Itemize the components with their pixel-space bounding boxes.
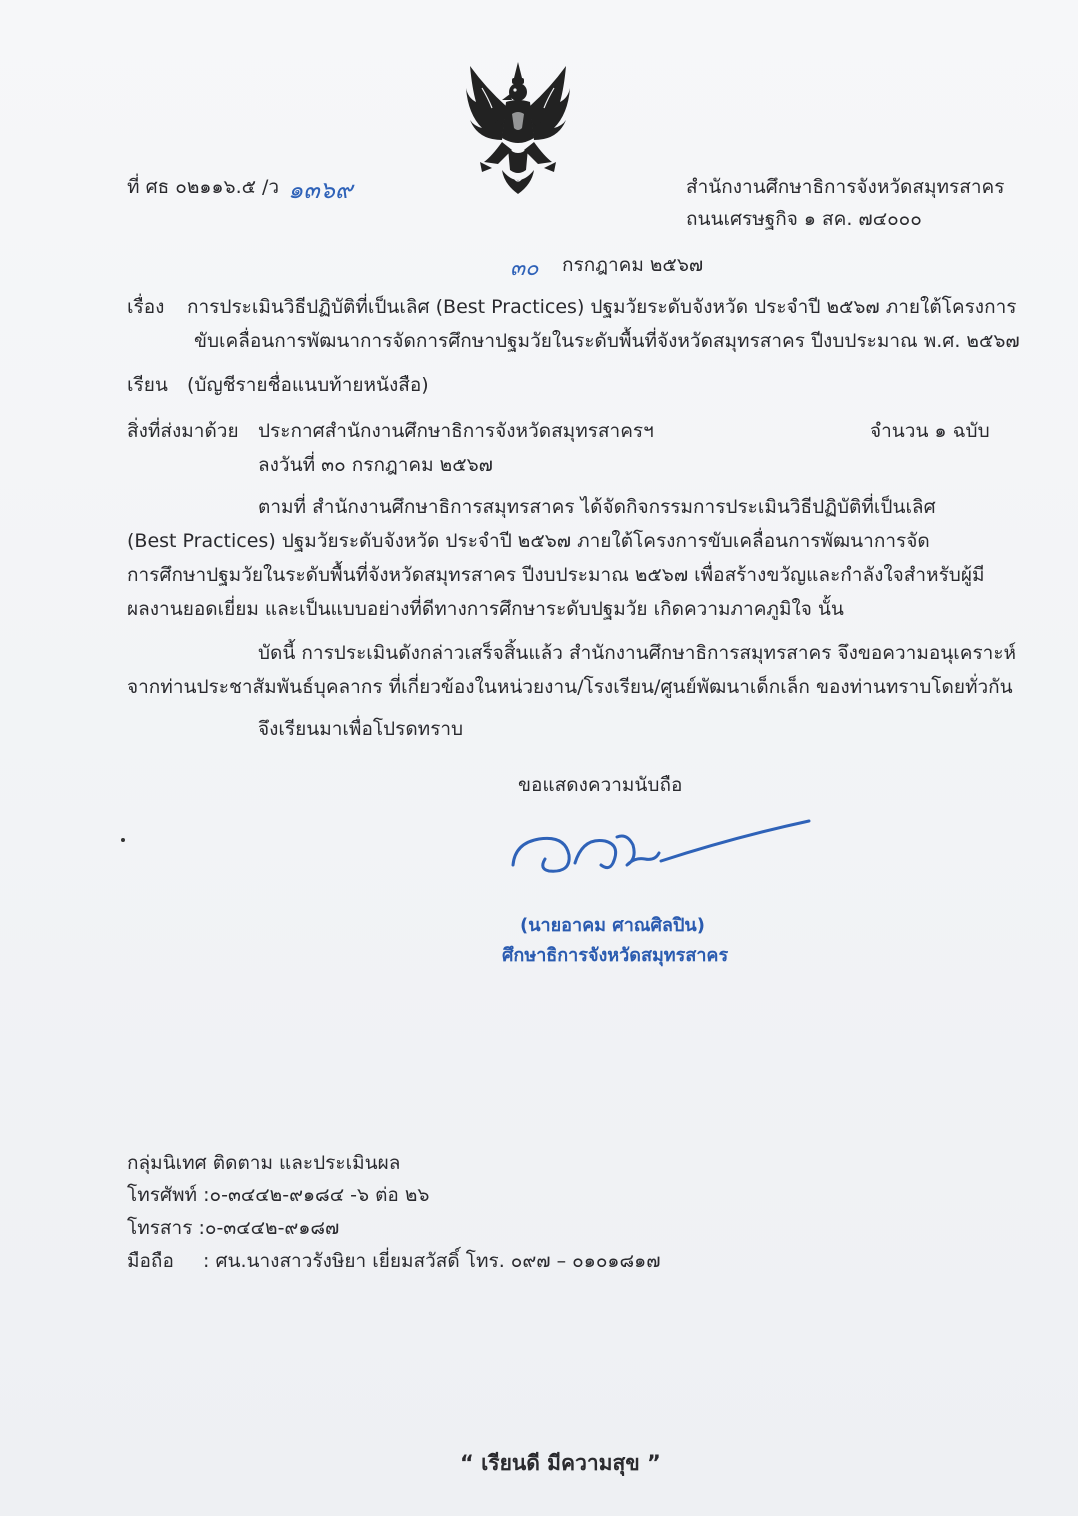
signature-mark [505, 815, 815, 885]
subject-line-1: การประเมินวิธีปฏิบัติที่เป็นเลิศ (Best Practices) ปฐมวัยระดับจังหวัด ประจำปี ๒๕๖๗ ภายใต้โครงการ [187, 296, 1017, 318]
reference-number-label: ที่ ศธ ๐๒๑๑๖.๕ /ว [127, 176, 280, 198]
body-para1-line-3: การศึกษาปฐมวัยในระดับพื้นที่จังหวัดสมุทรสาคร ปีงบประมาณ ๒๕๖๗ เพื่อสร้างขวัญและกำลังใจสำหรับผู้มี [127, 564, 985, 586]
contact-phone: โทรศัพท์ :๐-๓๔๔๒-๙๑๘๔ -๖ ต่อ ๒๖ [127, 1184, 430, 1206]
body-para2-line-2: จากท่านประชาสัมพันธ์บุคลากร ที่เกี่ยวข้องในหน่วยงาน/โรงเรียน/ศูนย์พัฒนาเด็กเล็ก ของท่านทราบโดยทั่วกัน [127, 676, 1013, 698]
contact-group: กลุ่มนิเทศ ติดตาม และประเมินผล [127, 1152, 401, 1174]
body-para3: จึงเรียนมาเพื่อโปรดทราบ [258, 718, 464, 740]
recipient-label: เรียน [127, 374, 168, 396]
office-name: สำนักงานศึกษาธิการจังหวัดสมุทรสาคร [686, 176, 1005, 198]
recipient-value: (บัญชีรายชื่อแนบท้ายหนังสือ) [187, 374, 429, 396]
body-para1-line-4: ผลงานยอดเยี่ยม และเป็นแบบอย่างที่ดีทางการศึกษาระดับปฐมวัย เกิดความภาคภูมิใจ นั้น [127, 598, 844, 620]
body-para1-line-1: ตามที่ สำนักงานศึกษาธิการสมุทรสาคร ได้จัดกิจกรรมการประเมินวิธีปฏิบัติที่เป็นเลิศ [258, 496, 936, 518]
footer-slogan: “ เรียนดี มีความสุข ” [460, 1451, 661, 1475]
reference-number-handwritten: ๑๓๖๙ [288, 176, 353, 204]
scan-speck [121, 838, 125, 842]
office-address: ถนนเศรษฐกิจ ๑ สค. ๗๔๐๐๐ [686, 208, 922, 230]
body-para1-line-2: (Best Practices) ปฐมวัยระดับจังหวัด ประจำปี ๒๕๖๗ ภายใต้โครงการขับเคลื่อนการพัฒนาการจัด [127, 530, 930, 552]
contact-mobile-value: : ศน.นางสาวรังษิยา เยี่ยมสวัสดิ์ โทร. ๐๙๗ – ๐๑๐๑๘๑๗ [203, 1250, 661, 1272]
subject-label: เรื่อง [127, 296, 165, 318]
body-para2-line-1: บัดนี้ การประเมินดังกล่าวเสร็จสิ้นแล้ว สำนักงานศึกษาธิการสมุทรสาคร จึงขอความอนุเคราะห์ [258, 642, 1017, 664]
signer-title: ศึกษาธิการจังหวัดสมุทรสาคร [502, 945, 729, 966]
date-day-handwritten: ๓๐ [510, 256, 539, 281]
contact-mobile-label: มือถือ [127, 1250, 174, 1272]
contact-fax: โทรสาร :๐-๓๔๔๒-๙๑๘๗ [127, 1217, 340, 1239]
enclosure-count: จำนวน ๑ ฉบับ [870, 420, 990, 442]
enclosure-line-2: ลงวันที่ ๓๐ กรกฎาคม ๒๕๖๗ [258, 454, 493, 476]
signer-name: (นายอาคม ศาณศิลปิน) [520, 915, 705, 936]
date-month-year: กรกฎาคม ๒๕๖๗ [562, 254, 704, 276]
garuda-emblem-icon [462, 58, 574, 198]
enclosure-label: สิ่งที่ส่งมาด้วย [127, 420, 239, 442]
closing-regards: ขอแสดงความนับถือ [518, 774, 683, 796]
subject-line-2: ขับเคลื่อนการพัฒนาการจัดการศึกษาปฐมวัยในระดับพื้นที่จังหวัดสมุทรสาคร ปีงบประมาณ พ.ศ. ๒๕๖๗ [194, 330, 1020, 352]
enclosure-line-1: ประกาศสำนักงานศึกษาธิการจังหวัดสมุทรสาครฯ [258, 420, 654, 442]
